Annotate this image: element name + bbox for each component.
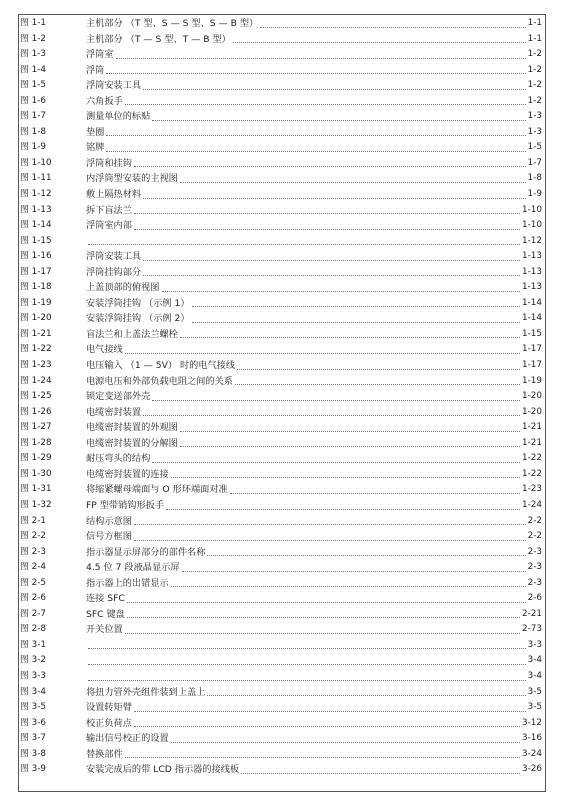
figure-number: 图 2-4 <box>20 562 46 573</box>
dot-leader <box>235 384 520 385</box>
dot-leader <box>106 73 525 74</box>
figure-title: 设置转矩臂 <box>86 702 132 714</box>
figure-number: 图 1-26 <box>20 406 52 417</box>
dot-leader <box>152 400 520 401</box>
page-number: 1-24 <box>522 499 542 510</box>
dot-leader <box>116 58 526 59</box>
figure-number: 图 1-1 <box>20 18 46 28</box>
list-item[interactable] <box>20 731 544 747</box>
page-number: 1-15 <box>522 328 542 339</box>
figure-title: 电缆密封装置的连接 <box>86 468 169 480</box>
page-number: 1-23 <box>522 484 542 495</box>
figure-title: 输出信号校正的设置 <box>86 733 169 745</box>
list-item[interactable] <box>20 436 544 452</box>
dot-leader <box>88 664 526 665</box>
figure-title: 电源电压和外部负载电阻之间的关系 <box>86 375 233 387</box>
dot-leader <box>134 229 520 230</box>
figure-number: 图 1-29 <box>20 453 52 464</box>
dot-leader <box>143 415 520 416</box>
figure-title: 结构示意图 <box>86 515 132 527</box>
list-item[interactable] <box>20 47 544 63</box>
figure-title: 电缆密封装置的分解图 <box>86 437 178 449</box>
list-item[interactable] <box>20 94 544 110</box>
figure-list <box>20 16 544 778</box>
page-number: 1-9 <box>527 189 542 200</box>
figure-number: 图 3-1 <box>20 639 46 650</box>
figure-number: 图 1-25 <box>20 391 52 402</box>
dot-leader <box>143 275 520 276</box>
page-number: 1-13 <box>522 266 542 277</box>
dot-leader <box>106 151 525 152</box>
list-item[interactable] <box>20 622 544 638</box>
page-number: 1-22 <box>522 453 542 464</box>
page-number: 1-21 <box>522 437 542 448</box>
figure-title: 电缆密封装置 <box>86 406 142 418</box>
list-item[interactable] <box>20 109 544 125</box>
dot-leader <box>260 27 525 28</box>
list-item[interactable] <box>20 218 544 234</box>
figure-number: 图 1-22 <box>20 344 52 355</box>
page-number: 3-5 <box>527 702 542 713</box>
dot-leader <box>134 540 526 541</box>
figure-number: 图 1-5 <box>20 80 46 91</box>
dot-leader <box>88 680 526 681</box>
figure-number: 图 1-28 <box>20 437 52 448</box>
list-item[interactable] <box>20 498 544 514</box>
figure-number: 图 1-15 <box>20 235 52 246</box>
page-number: 3-3 <box>527 639 542 650</box>
figure-title: 开关位置 <box>86 624 123 636</box>
list-item[interactable] <box>20 296 544 312</box>
figure-number: 图 1-13 <box>20 204 52 215</box>
dot-leader <box>134 524 526 525</box>
figure-number: 图 3-9 <box>20 764 46 775</box>
figure-title: 指示器显示屏部分的部件名称 <box>86 546 206 558</box>
dot-leader <box>237 369 520 370</box>
figure-title: 耐压弯头的结构 <box>86 453 151 465</box>
dot-leader <box>106 135 525 136</box>
figure-number: 图 3-6 <box>20 717 46 728</box>
figure-title: 安装浮筒挂钩 （示例 2） <box>86 313 190 325</box>
page-number: 1-13 <box>522 282 542 293</box>
figure-number: 图 3-3 <box>20 670 46 681</box>
list-item[interactable] <box>20 700 544 716</box>
page-number: 2-21 <box>522 608 542 619</box>
page-number: 3-26 <box>522 764 542 775</box>
list-item[interactable] <box>20 685 544 701</box>
page-number: 2-73 <box>522 624 542 635</box>
figure-title: 拆下盲法兰 <box>86 204 132 216</box>
list-item[interactable] <box>20 171 544 187</box>
list-item[interactable] <box>20 140 544 156</box>
list-item[interactable] <box>20 374 544 390</box>
dot-leader <box>127 602 526 603</box>
figure-number: 图 1-20 <box>20 313 52 324</box>
page-number: 1-17 <box>522 360 542 371</box>
list-item[interactable] <box>20 280 544 296</box>
page-number: 3-4 <box>527 670 542 681</box>
figure-number: 图 1-8 <box>20 126 46 137</box>
figure-number: 图 3-7 <box>20 733 46 744</box>
figure-title: 指示器上的出错显示 <box>86 577 169 589</box>
list-item[interactable] <box>20 203 544 219</box>
page-number: 2-6 <box>527 593 542 604</box>
dot-leader <box>182 571 526 572</box>
figure-number: 图 1-3 <box>20 49 46 60</box>
figure-title: 安装浮筒挂钩 （示例 1） <box>86 297 190 309</box>
page-number: 1-13 <box>522 251 542 262</box>
figure-title: 垫圈 <box>86 126 105 138</box>
figure-title: 电气接线 <box>86 344 123 356</box>
list-item[interactable] <box>20 16 544 32</box>
page-number: 1-10 <box>522 204 542 215</box>
page-number: 1-2 <box>527 64 542 75</box>
list-item[interactable] <box>20 78 544 94</box>
page-number: 1-22 <box>522 468 542 479</box>
figure-title: 浮筒安装工具 <box>86 80 142 92</box>
list-item[interactable] <box>20 560 544 576</box>
figure-title: 浮筒挂钩部分 <box>86 266 142 278</box>
dot-leader <box>166 509 520 510</box>
dot-leader <box>162 291 521 292</box>
list-item[interactable] <box>20 747 544 763</box>
dot-leader <box>143 198 526 199</box>
dot-leader <box>207 695 525 696</box>
page-number: 3-16 <box>522 733 542 744</box>
list-item[interactable] <box>20 607 544 623</box>
dot-leader <box>180 431 520 432</box>
list-item[interactable] <box>20 32 544 48</box>
figure-number: 图 1-19 <box>20 297 52 308</box>
figure-number: 图 1-4 <box>20 64 46 75</box>
list-item[interactable] <box>20 311 544 327</box>
page-number: 1-3 <box>527 111 542 122</box>
list-item[interactable] <box>20 467 544 483</box>
figure-title: 电压输入 （1 — 5V） 时的电气接线 <box>86 360 236 372</box>
list-item[interactable] <box>20 762 544 778</box>
figure-number: 图 1-30 <box>20 468 52 479</box>
figure-title: 主机部分 （T — S 型、T — B 型） <box>86 33 231 45</box>
list-item[interactable] <box>20 389 544 405</box>
figure-number: 图 2-7 <box>20 608 46 619</box>
list-item[interactable] <box>20 638 544 654</box>
list-item[interactable] <box>20 591 544 607</box>
page-number: 1-10 <box>522 220 542 231</box>
page-number: 3-4 <box>527 655 542 666</box>
figure-number: 图 2-5 <box>20 577 46 588</box>
figure-number: 图 1-9 <box>20 142 46 153</box>
figure-title: 连接 SFC <box>86 593 125 605</box>
list-item[interactable] <box>20 514 544 530</box>
figure-title: 电缆密封装置的外观图 <box>86 422 178 434</box>
figure-title: 浮筒安装工具 <box>86 251 142 263</box>
figure-title: 敷上隔热材料 <box>86 189 142 201</box>
list-item[interactable] <box>20 405 544 421</box>
figure-title: FP 型带销钩形扳手 <box>86 499 165 511</box>
figure-number: 图 1-14 <box>20 220 52 231</box>
dot-leader <box>171 586 526 587</box>
list-item[interactable] <box>20 451 544 467</box>
figure-number: 图 1-31 <box>20 484 52 495</box>
dot-leader <box>152 462 520 463</box>
dot-leader <box>192 306 520 307</box>
figure-number: 图 2-6 <box>20 593 46 604</box>
figure-number: 图 1-27 <box>20 422 52 433</box>
figure-title: 六角扳手 <box>86 95 123 107</box>
dot-leader <box>134 213 520 214</box>
figure-number: 图 1-6 <box>20 95 46 106</box>
page-number: 1-8 <box>527 173 542 184</box>
dot-leader <box>233 42 526 43</box>
page-number: 2-3 <box>527 546 542 557</box>
figure-title: 上盖顶部的俯视图 <box>86 282 160 294</box>
page-number: 1-20 <box>522 391 542 402</box>
page-number: 1-2 <box>527 49 542 60</box>
page-number: 2-2 <box>527 531 542 542</box>
list-item[interactable] <box>20 653 544 669</box>
dot-leader <box>171 742 520 743</box>
list-item[interactable] <box>20 358 544 374</box>
figure-number: 图 2-3 <box>20 546 46 557</box>
dot-leader <box>152 120 525 121</box>
page-number: 1-17 <box>522 344 542 355</box>
list-item[interactable] <box>20 529 544 545</box>
figure-title: 信号方框图 <box>86 531 132 543</box>
figure-title: 浮筒室内部 <box>86 220 132 232</box>
dot-leader <box>241 773 520 774</box>
figure-number: 图 1-10 <box>20 157 52 168</box>
figure-number: 图 3-8 <box>20 748 46 759</box>
dot-leader <box>192 322 520 323</box>
figure-title: 校正负荷点 <box>86 717 132 729</box>
figure-number: 图 1-17 <box>20 266 52 277</box>
dot-leader <box>180 182 526 183</box>
figure-title: 主机部分 （T 型、S — S 型、S — B 型） <box>86 18 259 29</box>
page-number: 2-3 <box>527 562 542 573</box>
figure-number: 图 3-2 <box>20 655 46 666</box>
list-item[interactable] <box>20 63 544 79</box>
figure-title: 铭牌 <box>86 142 105 154</box>
dot-leader <box>143 260 520 261</box>
figure-number: 图 3-5 <box>20 702 46 713</box>
figure-number: 图 1-18 <box>20 282 52 293</box>
page-number: 1-1 <box>527 18 542 28</box>
dot-leader <box>125 353 520 354</box>
page-number: 2-2 <box>527 515 542 526</box>
figure-number: 图 1-23 <box>20 360 52 371</box>
page-number: 1-21 <box>522 422 542 433</box>
dot-leader <box>134 726 520 727</box>
dot-leader <box>127 617 520 618</box>
page-number: 3-12 <box>522 717 542 728</box>
list-item[interactable] <box>20 156 544 172</box>
figure-title: 测量单位的标贴 <box>86 111 151 123</box>
figure-number: 图 1-12 <box>20 189 52 200</box>
list-item[interactable] <box>20 265 544 281</box>
page-number: 1-7 <box>527 157 542 168</box>
figure-number: 图 2-1 <box>20 515 46 526</box>
dot-leader <box>134 711 526 712</box>
list-item[interactable] <box>20 125 544 141</box>
dot-leader <box>88 244 520 245</box>
page-number: 1-1 <box>527 33 542 44</box>
page-number: 1-14 <box>522 313 542 324</box>
dot-leader <box>125 633 520 634</box>
page-number: 1-14 <box>522 297 542 308</box>
figure-number: 图 1-11 <box>20 173 52 184</box>
page-number: 1-5 <box>527 142 542 153</box>
figure-title: 浮筒 <box>86 64 105 76</box>
page-number: 3-24 <box>522 748 542 759</box>
dot-leader <box>180 446 520 447</box>
page-number: 1-2 <box>527 80 542 91</box>
figure-title: 内浮筒型安装的主视图 <box>86 173 178 185</box>
list-item[interactable] <box>20 327 544 343</box>
list-item[interactable] <box>20 342 544 358</box>
dot-leader <box>125 757 520 758</box>
page-number: 1-20 <box>522 406 542 417</box>
figure-title: 4.5 位 7 段液晶显示屏 <box>86 562 180 574</box>
list-item[interactable] <box>20 187 544 203</box>
figure-number: 图 2-2 <box>20 531 46 542</box>
page-number: 1-3 <box>527 126 542 137</box>
list-item[interactable] <box>20 249 544 265</box>
dot-leader <box>125 104 526 105</box>
page-number: 1-19 <box>522 375 542 386</box>
figure-title: 浮筒室 <box>86 49 114 61</box>
page-number: 1-12 <box>522 235 542 246</box>
figure-number: 图 1-21 <box>20 328 52 339</box>
list-item[interactable] <box>20 576 544 592</box>
figure-number: 图 3-4 <box>20 686 46 697</box>
dot-leader <box>88 648 526 649</box>
figure-title: SFC 键盘 <box>86 608 125 620</box>
dot-leader <box>207 555 525 556</box>
list-item[interactable] <box>20 420 544 436</box>
figure-number: 图 1-32 <box>20 499 52 510</box>
page-number: 3-5 <box>527 686 542 697</box>
figure-number: 图 1-16 <box>20 251 52 262</box>
figure-title: 锁定变送部外壳 <box>86 391 151 403</box>
figure-number: 图 1-7 <box>20 111 46 122</box>
figure-title: 浮筒和挂钩 <box>86 157 132 169</box>
list-item[interactable] <box>20 545 544 561</box>
list-item[interactable] <box>20 482 544 498</box>
page-number: 1-2 <box>527 95 542 106</box>
figure-title: 安装完成后的带 LCD 指示器的接线板 <box>86 764 240 776</box>
figure-title: 盲法兰和上盖法兰螺栓 <box>86 328 178 340</box>
figure-title: 替换部件 <box>86 748 123 760</box>
figure-number: 图 2-8 <box>20 624 46 635</box>
dot-leader <box>230 493 520 494</box>
list-item[interactable] <box>20 234 544 250</box>
figure-title: 将缩紧螺母端面与 O 形环端面对准 <box>86 484 228 496</box>
dot-leader <box>180 337 520 338</box>
dot-leader <box>134 166 526 167</box>
list-item[interactable] <box>20 716 544 732</box>
list-item[interactable] <box>20 669 544 685</box>
page-number: 2-3 <box>527 577 542 588</box>
figure-number: 图 1-2 <box>20 33 46 44</box>
dot-leader <box>143 89 526 90</box>
figure-title: 将扭力管外壳组件装到上盖上 <box>86 686 206 698</box>
figure-number: 图 1-24 <box>20 375 52 386</box>
dot-leader <box>171 477 520 478</box>
